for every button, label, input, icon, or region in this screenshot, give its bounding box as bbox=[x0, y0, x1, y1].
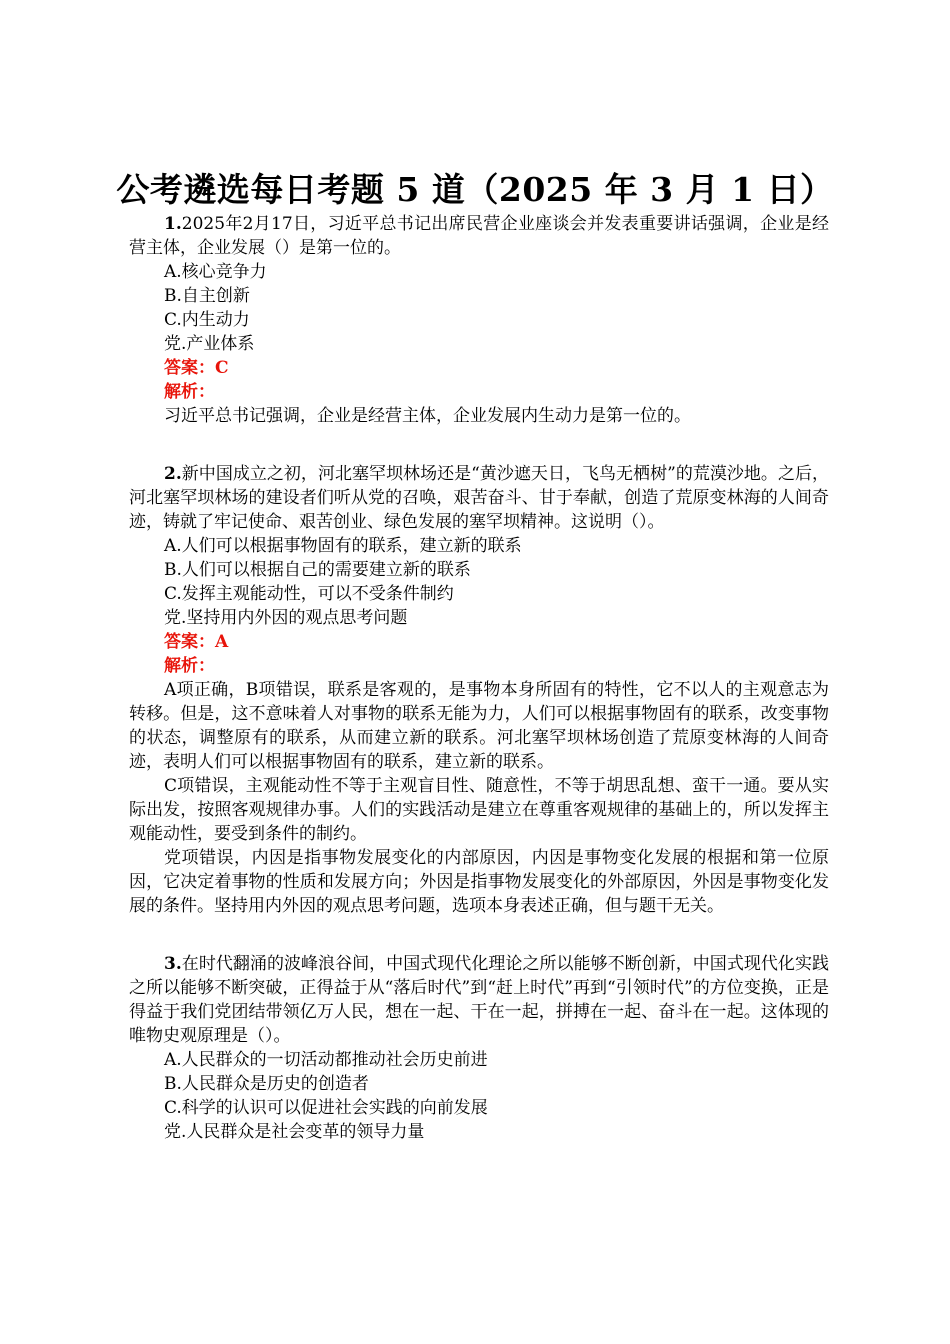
option-b: B.自主创新 bbox=[164, 286, 250, 306]
question-text: 2025年2月17日，习近平总书记出席民营企业座谈会并发表重要讲话强调，企业是经营主体，企业发展（）是第一位的。 bbox=[129, 214, 829, 258]
option-b: B.人们可以根据自己的需要建立新的联系 bbox=[164, 560, 471, 580]
question-text: 新中国成立之初，河北塞罕坝林场还是“黄沙遮天日，飞鸟无栖树”的荒漠沙地。之后，河北塞罕坝林场的建设者们听从党的召唤，艰苦奋斗、甘于奉献，创造了荒原变林海的人间奇迹，铸就了牢记使命、艰苦创业、绿色发展的塞罕坝精神。这说明（）。 bbox=[129, 464, 829, 532]
option-c: C.科学的认识可以促进社会实践的向前发展 bbox=[164, 1098, 488, 1118]
question-2 bbox=[129, 462, 829, 918]
analysis-paragraph: A项正确，B项错误，联系是客观的，是事物本身所固有的特性，它不以人的主观意志为转移。但是，这不意味着人对事物的联系无能为力，人们可以根据事物固有的联系，改变事物的状态，调整原有的联系，从而建立新的联系。河北塞罕坝林场创造了荒原变林海的人间奇迹，表明人们可以根据事物固有的联系，建立新的联系。 bbox=[129, 680, 829, 772]
analysis-paragraph: 习近平总书记强调，企业是经营主体，企业发展内生动力是第一位的。 bbox=[164, 406, 691, 426]
analysis-label: 解析： bbox=[164, 656, 215, 676]
question-text: 在时代翻涌的波峰浪谷间，中国式现代化理论之所以能够不断创新，中国式现代化实践之所以能够不断突破，正得益于从“落后时代”到“赶上时代”再到“引领时代”的方位变换，正是得益于我们党团结带领亿万人民，想在一起、干在一起，拼搏在一起、奋斗在一起。这体现的唯物史观原理是（）。 bbox=[129, 954, 829, 1046]
answer-line: 答案：C bbox=[164, 358, 229, 378]
analysis-paragraph: C项错误，主观能动性不等于主观盲目性、随意性，不等于胡思乱想、蛮干一通。要从实际出发，按照客观规律办事。人们的实践活动是建立在尊重客观规律的基础上的，所以发挥主观能动性，要受到条件的制约。 bbox=[129, 776, 829, 844]
option-d: 党.人民群众是社会变革的领导力量 bbox=[164, 1122, 425, 1142]
analysis-label: 解析： bbox=[164, 382, 215, 402]
spacer bbox=[129, 428, 829, 462]
content-body bbox=[129, 212, 829, 1144]
page-title: 公考遴选每日考题 5 道（2025 年 3 月 1 日） bbox=[116, 170, 834, 209]
option-a: A.核心竞争力 bbox=[164, 262, 267, 282]
option-c: C.内生动力 bbox=[164, 310, 250, 330]
question-stem bbox=[129, 952, 829, 1048]
question-3 bbox=[129, 952, 829, 1144]
answer-line: 答案：A bbox=[164, 632, 229, 652]
question-number: 1. bbox=[164, 214, 182, 234]
option-a: A.人们可以根据事物固有的联系，建立新的联系 bbox=[164, 536, 522, 556]
question-1 bbox=[129, 212, 829, 428]
question-stem bbox=[129, 212, 829, 260]
question-number: 2. bbox=[164, 464, 182, 484]
option-d: 党.坚持用内外因的观点思考问题 bbox=[164, 608, 408, 628]
spacer bbox=[129, 918, 829, 952]
question-stem bbox=[129, 462, 829, 534]
option-a: A.人民群众的一切活动都推动社会历史前进 bbox=[164, 1050, 488, 1070]
option-d: 党.产业体系 bbox=[164, 334, 255, 354]
option-c: C.发挥主观能动性，可以不受条件制约 bbox=[164, 584, 454, 604]
question-number: 3. bbox=[164, 954, 182, 974]
option-b: B.人民群众是历史的创造者 bbox=[164, 1074, 369, 1094]
analysis-paragraph: 党项错误，内因是指事物发展变化的内部原因，内因是事物变化发展的根据和第一位原因，它决定着事物的性质和发展方向；外因是指事物发展变化的外部原因，外因是事物变化发展的条件。坚持用内外因的观点思考问题，选项本身表述正确，但与题干无关。 bbox=[129, 848, 829, 916]
